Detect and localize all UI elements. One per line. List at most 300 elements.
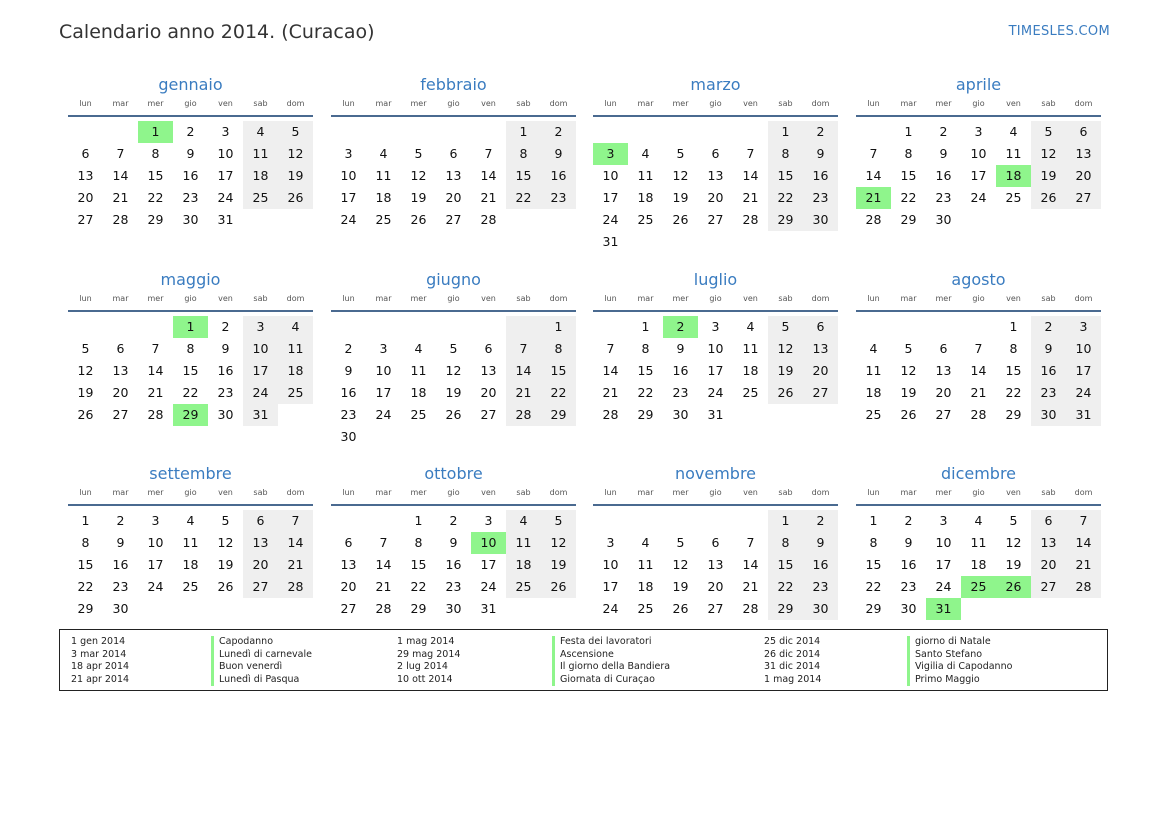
day-cell[interactable]: 13 bbox=[77, 168, 94, 183]
day-cell[interactable]: 28 bbox=[480, 212, 497, 227]
day-cell[interactable]: 11 bbox=[1005, 146, 1022, 161]
day-cell[interactable]: 24 bbox=[935, 579, 952, 594]
day-cell[interactable]: 16 bbox=[217, 363, 234, 378]
day-cell[interactable]: 17 bbox=[147, 557, 164, 572]
day-cell[interactable]: 23 bbox=[672, 385, 689, 400]
day-cell[interactable]: 29 bbox=[865, 601, 882, 616]
day-cell[interactable]: 7 bbox=[116, 146, 125, 161]
holiday-day-cell[interactable]: 1 bbox=[173, 316, 208, 338]
day-cell[interactable]: 31 bbox=[480, 601, 497, 616]
day-cell[interactable]: 5 bbox=[449, 341, 458, 356]
day-cell[interactable]: 6 bbox=[1031, 510, 1066, 532]
day-cell[interactable]: 8 bbox=[151, 146, 160, 161]
day-cell[interactable]: 17 bbox=[602, 190, 619, 205]
day-cell[interactable]: 2 bbox=[541, 121, 576, 143]
day-cell[interactable]: 20 bbox=[243, 554, 278, 576]
day-cell[interactable]: 31 bbox=[602, 234, 619, 249]
day-cell[interactable]: 30 bbox=[112, 601, 129, 616]
day-cell[interactable]: 5 bbox=[81, 341, 90, 356]
day-cell[interactable]: 14 bbox=[1066, 532, 1101, 554]
day-cell[interactable]: 18 bbox=[243, 165, 278, 187]
day-cell[interactable]: 27 bbox=[112, 407, 129, 422]
day-cell[interactable]: 18 bbox=[865, 385, 882, 400]
day-cell[interactable]: 9 bbox=[116, 535, 125, 550]
day-cell[interactable]: 21 bbox=[506, 382, 541, 404]
day-cell[interactable]: 23 bbox=[900, 579, 917, 594]
day-cell[interactable]: 26 bbox=[217, 579, 234, 594]
day-cell[interactable]: 30 bbox=[340, 429, 357, 444]
day-cell[interactable]: 18 bbox=[637, 579, 654, 594]
day-cell[interactable]: 5 bbox=[676, 535, 685, 550]
day-cell[interactable]: 10 bbox=[935, 535, 952, 550]
day-cell[interactable]: 20 bbox=[77, 190, 94, 205]
day-cell[interactable]: 20 bbox=[803, 360, 838, 382]
day-cell[interactable]: 20 bbox=[1066, 165, 1101, 187]
day-cell[interactable]: 24 bbox=[243, 382, 278, 404]
day-cell[interactable]: 5 bbox=[1031, 121, 1066, 143]
day-cell[interactable]: 11 bbox=[865, 363, 882, 378]
day-cell[interactable]: 28 bbox=[742, 601, 759, 616]
day-cell[interactable]: 8 bbox=[768, 532, 803, 554]
day-cell[interactable]: 13 bbox=[445, 168, 462, 183]
day-cell[interactable]: 26 bbox=[900, 407, 917, 422]
day-cell[interactable]: 14 bbox=[147, 363, 164, 378]
day-cell[interactable]: 21 bbox=[602, 385, 619, 400]
holiday-day-cell[interactable]: 2 bbox=[663, 316, 698, 338]
day-cell[interactable]: 19 bbox=[1005, 557, 1022, 572]
day-cell[interactable]: 14 bbox=[480, 168, 497, 183]
day-cell[interactable]: 11 bbox=[243, 143, 278, 165]
day-cell[interactable]: 27 bbox=[803, 382, 838, 404]
day-cell[interactable]: 16 bbox=[803, 165, 838, 187]
day-cell[interactable]: 30 bbox=[445, 601, 462, 616]
day-cell[interactable]: 9 bbox=[344, 363, 353, 378]
day-cell[interactable]: 6 bbox=[449, 146, 458, 161]
day-cell[interactable]: 30 bbox=[217, 407, 234, 422]
day-cell[interactable]: 19 bbox=[541, 554, 576, 576]
day-cell[interactable]: 12 bbox=[1005, 535, 1022, 550]
day-cell[interactable]: 13 bbox=[935, 363, 952, 378]
day-cell[interactable]: 24 bbox=[480, 579, 497, 594]
day-cell[interactable]: 12 bbox=[278, 143, 313, 165]
day-cell[interactable]: 3 bbox=[606, 535, 615, 550]
day-cell[interactable]: 15 bbox=[768, 165, 803, 187]
day-cell[interactable]: 6 bbox=[711, 535, 720, 550]
day-cell[interactable]: 21 bbox=[742, 579, 759, 594]
day-cell[interactable]: 17 bbox=[375, 385, 392, 400]
day-cell[interactable]: 5 bbox=[541, 510, 576, 532]
day-cell[interactable]: 24 bbox=[602, 212, 619, 227]
day-cell[interactable]: 12 bbox=[445, 363, 462, 378]
day-cell[interactable]: 29 bbox=[637, 407, 654, 422]
day-cell[interactable]: 23 bbox=[340, 407, 357, 422]
day-cell[interactable]: 21 bbox=[970, 385, 987, 400]
day-cell[interactable]: 11 bbox=[182, 535, 199, 550]
day-cell[interactable]: 1 bbox=[869, 513, 878, 528]
day-cell[interactable]: 3 bbox=[243, 316, 278, 338]
day-cell[interactable]: 15 bbox=[541, 360, 576, 382]
day-cell[interactable]: 16 bbox=[445, 557, 462, 572]
day-cell[interactable]: 31 bbox=[707, 407, 724, 422]
day-cell[interactable]: 16 bbox=[182, 168, 199, 183]
day-cell[interactable]: 26 bbox=[410, 212, 427, 227]
day-cell[interactable]: 17 bbox=[217, 168, 234, 183]
day-cell[interactable]: 22 bbox=[182, 385, 199, 400]
day-cell[interactable]: 4 bbox=[641, 146, 650, 161]
day-cell[interactable]: 31 bbox=[217, 212, 234, 227]
day-cell[interactable]: 24 bbox=[217, 190, 234, 205]
day-cell[interactable]: 19 bbox=[410, 190, 427, 205]
day-cell[interactable]: 6 bbox=[803, 316, 838, 338]
day-cell[interactable]: 10 bbox=[970, 146, 987, 161]
day-cell[interactable]: 25 bbox=[1005, 190, 1022, 205]
day-cell[interactable]: 30 bbox=[672, 407, 689, 422]
day-cell[interactable]: 27 bbox=[707, 212, 724, 227]
day-cell[interactable]: 6 bbox=[81, 146, 90, 161]
day-cell[interactable]: 15 bbox=[410, 557, 427, 572]
day-cell[interactable]: 23 bbox=[445, 579, 462, 594]
day-cell[interactable]: 12 bbox=[77, 363, 94, 378]
day-cell[interactable]: 12 bbox=[672, 557, 689, 572]
day-cell[interactable]: 25 bbox=[637, 212, 654, 227]
holiday-day-cell[interactable]: 31 bbox=[926, 598, 961, 620]
day-cell[interactable]: 1 bbox=[768, 510, 803, 532]
day-cell[interactable]: 24 bbox=[707, 385, 724, 400]
day-cell[interactable]: 8 bbox=[1009, 341, 1018, 356]
day-cell[interactable]: 7 bbox=[869, 146, 878, 161]
day-cell[interactable]: 27 bbox=[1031, 576, 1066, 598]
holiday-day-cell[interactable]: 10 bbox=[471, 532, 506, 554]
day-cell[interactable]: 3 bbox=[484, 513, 493, 528]
day-cell[interactable]: 13 bbox=[803, 338, 838, 360]
day-cell[interactable]: 5 bbox=[1009, 513, 1018, 528]
day-cell[interactable]: 14 bbox=[742, 168, 759, 183]
day-cell[interactable]: 8 bbox=[506, 143, 541, 165]
day-cell[interactable]: 19 bbox=[278, 165, 313, 187]
day-cell[interactable]: 30 bbox=[900, 601, 917, 616]
day-cell[interactable]: 10 bbox=[707, 341, 724, 356]
day-cell[interactable]: 19 bbox=[672, 190, 689, 205]
day-cell[interactable]: 1 bbox=[506, 121, 541, 143]
day-cell[interactable]: 4 bbox=[974, 513, 983, 528]
day-cell[interactable]: 28 bbox=[375, 601, 392, 616]
day-cell[interactable]: 5 bbox=[768, 316, 803, 338]
day-cell[interactable]: 10 bbox=[147, 535, 164, 550]
day-cell[interactable]: 17 bbox=[243, 360, 278, 382]
day-cell[interactable]: 3 bbox=[939, 513, 948, 528]
day-cell[interactable]: 10 bbox=[602, 557, 619, 572]
day-cell[interactable]: 21 bbox=[112, 190, 129, 205]
day-cell[interactable]: 6 bbox=[116, 341, 125, 356]
day-cell[interactable]: 11 bbox=[278, 338, 313, 360]
day-cell[interactable]: 24 bbox=[1066, 382, 1101, 404]
day-cell[interactable]: 17 bbox=[480, 557, 497, 572]
day-cell[interactable]: 3 bbox=[711, 319, 720, 334]
day-cell[interactable]: 30 bbox=[1031, 404, 1066, 426]
day-cell[interactable]: 19 bbox=[768, 360, 803, 382]
day-cell[interactable]: 10 bbox=[217, 146, 234, 161]
day-cell[interactable]: 3 bbox=[1066, 316, 1101, 338]
day-cell[interactable]: 10 bbox=[375, 363, 392, 378]
day-cell[interactable]: 21 bbox=[147, 385, 164, 400]
day-cell[interactable]: 6 bbox=[243, 510, 278, 532]
day-cell[interactable]: 22 bbox=[410, 579, 427, 594]
day-cell[interactable]: 11 bbox=[506, 532, 541, 554]
day-cell[interactable]: 9 bbox=[541, 143, 576, 165]
holiday-day-cell[interactable]: 26 bbox=[996, 576, 1031, 598]
day-cell[interactable]: 31 bbox=[1066, 404, 1101, 426]
day-cell[interactable]: 20 bbox=[707, 190, 724, 205]
day-cell[interactable]: 30 bbox=[182, 212, 199, 227]
day-cell[interactable]: 7 bbox=[974, 341, 983, 356]
day-cell[interactable]: 23 bbox=[217, 385, 234, 400]
day-cell[interactable]: 9 bbox=[676, 341, 685, 356]
day-cell[interactable]: 3 bbox=[974, 124, 983, 139]
day-cell[interactable]: 17 bbox=[340, 190, 357, 205]
day-cell[interactable]: 8 bbox=[869, 535, 878, 550]
day-cell[interactable]: 2 bbox=[116, 513, 125, 528]
day-cell[interactable]: 12 bbox=[1031, 143, 1066, 165]
day-cell[interactable]: 15 bbox=[182, 363, 199, 378]
day-cell[interactable]: 25 bbox=[506, 576, 541, 598]
day-cell[interactable]: 24 bbox=[340, 212, 357, 227]
day-cell[interactable]: 26 bbox=[768, 382, 803, 404]
day-cell[interactable]: 17 bbox=[707, 363, 724, 378]
day-cell[interactable]: 9 bbox=[803, 143, 838, 165]
holiday-day-cell[interactable]: 1 bbox=[138, 121, 173, 143]
day-cell[interactable]: 4 bbox=[506, 510, 541, 532]
day-cell[interactable]: 29 bbox=[900, 212, 917, 227]
day-cell[interactable]: 28 bbox=[506, 404, 541, 426]
day-cell[interactable]: 17 bbox=[935, 557, 952, 572]
day-cell[interactable]: 5 bbox=[278, 121, 313, 143]
day-cell[interactable]: 20 bbox=[445, 190, 462, 205]
day-cell[interactable]: 7 bbox=[379, 535, 388, 550]
day-cell[interactable]: 15 bbox=[637, 363, 654, 378]
day-cell[interactable]: 11 bbox=[742, 341, 759, 356]
day-cell[interactable]: 9 bbox=[939, 146, 948, 161]
day-cell[interactable]: 27 bbox=[935, 407, 952, 422]
day-cell[interactable]: 2 bbox=[221, 319, 230, 334]
day-cell[interactable]: 28 bbox=[278, 576, 313, 598]
day-cell[interactable]: 27 bbox=[77, 212, 94, 227]
day-cell[interactable]: 1 bbox=[81, 513, 90, 528]
day-cell[interactable]: 15 bbox=[147, 168, 164, 183]
day-cell[interactable]: 20 bbox=[1031, 554, 1066, 576]
day-cell[interactable]: 30 bbox=[803, 598, 838, 620]
day-cell[interactable]: 12 bbox=[768, 338, 803, 360]
day-cell[interactable]: 20 bbox=[707, 579, 724, 594]
day-cell[interactable]: 22 bbox=[865, 579, 882, 594]
day-cell[interactable]: 10 bbox=[340, 168, 357, 183]
day-cell[interactable]: 26 bbox=[278, 187, 313, 209]
day-cell[interactable]: 11 bbox=[637, 168, 654, 183]
day-cell[interactable]: 17 bbox=[602, 579, 619, 594]
day-cell[interactable]: 22 bbox=[768, 187, 803, 209]
day-cell[interactable]: 9 bbox=[221, 341, 230, 356]
day-cell[interactable]: 22 bbox=[147, 190, 164, 205]
day-cell[interactable]: 4 bbox=[243, 121, 278, 143]
day-cell[interactable]: 12 bbox=[410, 168, 427, 183]
day-cell[interactable]: 8 bbox=[186, 341, 195, 356]
day-cell[interactable]: 8 bbox=[641, 341, 650, 356]
day-cell[interactable]: 28 bbox=[742, 212, 759, 227]
day-cell[interactable]: 29 bbox=[77, 601, 94, 616]
day-cell[interactable]: 22 bbox=[900, 190, 917, 205]
day-cell[interactable]: 25 bbox=[865, 407, 882, 422]
day-cell[interactable]: 3 bbox=[221, 124, 230, 139]
day-cell[interactable]: 6 bbox=[1066, 121, 1101, 143]
day-cell[interactable]: 8 bbox=[541, 338, 576, 360]
day-cell[interactable]: 13 bbox=[1066, 143, 1101, 165]
day-cell[interactable]: 25 bbox=[742, 385, 759, 400]
day-cell[interactable]: 21 bbox=[278, 554, 313, 576]
day-cell[interactable]: 2 bbox=[803, 510, 838, 532]
day-cell[interactable]: 26 bbox=[445, 407, 462, 422]
day-cell[interactable]: 1 bbox=[541, 316, 576, 338]
day-cell[interactable]: 15 bbox=[1005, 363, 1022, 378]
day-cell[interactable]: 19 bbox=[1031, 165, 1066, 187]
day-cell[interactable]: 22 bbox=[768, 576, 803, 598]
day-cell[interactable]: 6 bbox=[344, 535, 353, 550]
day-cell[interactable]: 10 bbox=[243, 338, 278, 360]
day-cell[interactable]: 16 bbox=[672, 363, 689, 378]
day-cell[interactable]: 1 bbox=[1009, 319, 1018, 334]
day-cell[interactable]: 30 bbox=[935, 212, 952, 227]
day-cell[interactable]: 21 bbox=[742, 190, 759, 205]
day-cell[interactable]: 24 bbox=[602, 601, 619, 616]
day-cell[interactable]: 21 bbox=[1066, 554, 1101, 576]
day-cell[interactable]: 27 bbox=[340, 601, 357, 616]
day-cell[interactable]: 4 bbox=[278, 316, 313, 338]
day-cell[interactable]: 27 bbox=[1066, 187, 1101, 209]
day-cell[interactable]: 21 bbox=[480, 190, 497, 205]
day-cell[interactable]: 7 bbox=[278, 510, 313, 532]
day-cell[interactable]: 1 bbox=[768, 121, 803, 143]
day-cell[interactable]: 24 bbox=[375, 407, 392, 422]
day-cell[interactable]: 16 bbox=[541, 165, 576, 187]
day-cell[interactable]: 20 bbox=[112, 385, 129, 400]
day-cell[interactable]: 4 bbox=[379, 146, 388, 161]
day-cell[interactable]: 5 bbox=[904, 341, 913, 356]
day-cell[interactable]: 29 bbox=[768, 598, 803, 620]
day-cell[interactable]: 13 bbox=[340, 557, 357, 572]
day-cell[interactable]: 4 bbox=[746, 319, 755, 334]
day-cell[interactable]: 5 bbox=[221, 513, 230, 528]
day-cell[interactable]: 31 bbox=[243, 404, 278, 426]
day-cell[interactable]: 10 bbox=[602, 168, 619, 183]
day-cell[interactable]: 20 bbox=[340, 579, 357, 594]
day-cell[interactable]: 12 bbox=[541, 532, 576, 554]
day-cell[interactable]: 23 bbox=[541, 187, 576, 209]
day-cell[interactable]: 7 bbox=[746, 146, 755, 161]
day-cell[interactable]: 26 bbox=[672, 601, 689, 616]
day-cell[interactable]: 2 bbox=[449, 513, 458, 528]
day-cell[interactable]: 25 bbox=[243, 187, 278, 209]
day-cell[interactable]: 7 bbox=[746, 535, 755, 550]
day-cell[interactable]: 7 bbox=[484, 146, 493, 161]
day-cell[interactable]: 8 bbox=[414, 535, 423, 550]
day-cell[interactable]: 12 bbox=[217, 535, 234, 550]
day-cell[interactable]: 14 bbox=[602, 363, 619, 378]
day-cell[interactable]: 24 bbox=[970, 190, 987, 205]
day-cell[interactable]: 9 bbox=[904, 535, 913, 550]
holiday-day-cell[interactable]: 21 bbox=[856, 187, 891, 209]
day-cell[interactable]: 19 bbox=[672, 579, 689, 594]
day-cell[interactable]: 26 bbox=[77, 407, 94, 422]
day-cell[interactable]: 1 bbox=[904, 124, 913, 139]
day-cell[interactable]: 29 bbox=[1005, 407, 1022, 422]
day-cell[interactable]: 16 bbox=[935, 168, 952, 183]
day-cell[interactable]: 3 bbox=[379, 341, 388, 356]
day-cell[interactable]: 2 bbox=[344, 341, 353, 356]
day-cell[interactable]: 13 bbox=[1031, 532, 1066, 554]
day-cell[interactable]: 6 bbox=[711, 146, 720, 161]
day-cell[interactable]: 14 bbox=[375, 557, 392, 572]
day-cell[interactable]: 7 bbox=[1066, 510, 1101, 532]
day-cell[interactable]: 18 bbox=[182, 557, 199, 572]
day-cell[interactable]: 28 bbox=[602, 407, 619, 422]
holiday-day-cell[interactable]: 25 bbox=[961, 576, 996, 598]
day-cell[interactable]: 9 bbox=[803, 532, 838, 554]
day-cell[interactable]: 12 bbox=[900, 363, 917, 378]
day-cell[interactable]: 14 bbox=[742, 557, 759, 572]
day-cell[interactable]: 28 bbox=[970, 407, 987, 422]
day-cell[interactable]: 27 bbox=[707, 601, 724, 616]
day-cell[interactable]: 15 bbox=[506, 165, 541, 187]
day-cell[interactable]: 5 bbox=[414, 146, 423, 161]
day-cell[interactable]: 24 bbox=[147, 579, 164, 594]
day-cell[interactable]: 10 bbox=[1066, 338, 1101, 360]
day-cell[interactable]: 12 bbox=[672, 168, 689, 183]
day-cell[interactable]: 13 bbox=[243, 532, 278, 554]
day-cell[interactable]: 8 bbox=[904, 146, 913, 161]
day-cell[interactable]: 22 bbox=[637, 385, 654, 400]
day-cell[interactable]: 13 bbox=[480, 363, 497, 378]
day-cell[interactable]: 22 bbox=[506, 187, 541, 209]
day-cell[interactable]: 23 bbox=[803, 576, 838, 598]
day-cell[interactable]: 28 bbox=[865, 212, 882, 227]
day-cell[interactable]: 19 bbox=[900, 385, 917, 400]
day-cell[interactable]: 4 bbox=[641, 535, 650, 550]
day-cell[interactable]: 15 bbox=[865, 557, 882, 572]
day-cell[interactable]: 4 bbox=[186, 513, 195, 528]
day-cell[interactable]: 7 bbox=[506, 338, 541, 360]
day-cell[interactable]: 18 bbox=[742, 363, 759, 378]
day-cell[interactable]: 27 bbox=[480, 407, 497, 422]
day-cell[interactable]: 25 bbox=[278, 382, 313, 404]
day-cell[interactable]: 15 bbox=[900, 168, 917, 183]
day-cell[interactable]: 27 bbox=[445, 212, 462, 227]
day-cell[interactable]: 11 bbox=[637, 557, 654, 572]
day-cell[interactable]: 19 bbox=[217, 557, 234, 572]
day-cell[interactable]: 2 bbox=[186, 124, 195, 139]
day-cell[interactable]: 18 bbox=[970, 557, 987, 572]
day-cell[interactable]: 13 bbox=[707, 557, 724, 572]
day-cell[interactable]: 14 bbox=[970, 363, 987, 378]
day-cell[interactable]: 23 bbox=[182, 190, 199, 205]
day-cell[interactable]: 29 bbox=[410, 601, 427, 616]
day-cell[interactable]: 7 bbox=[151, 341, 160, 356]
day-cell[interactable]: 30 bbox=[803, 209, 838, 231]
day-cell[interactable]: 29 bbox=[147, 212, 164, 227]
day-cell[interactable]: 4 bbox=[414, 341, 423, 356]
day-cell[interactable]: 25 bbox=[637, 601, 654, 616]
day-cell[interactable]: 18 bbox=[278, 360, 313, 382]
day-cell[interactable]: 23 bbox=[803, 187, 838, 209]
day-cell[interactable]: 20 bbox=[935, 385, 952, 400]
day-cell[interactable]: 1 bbox=[414, 513, 423, 528]
